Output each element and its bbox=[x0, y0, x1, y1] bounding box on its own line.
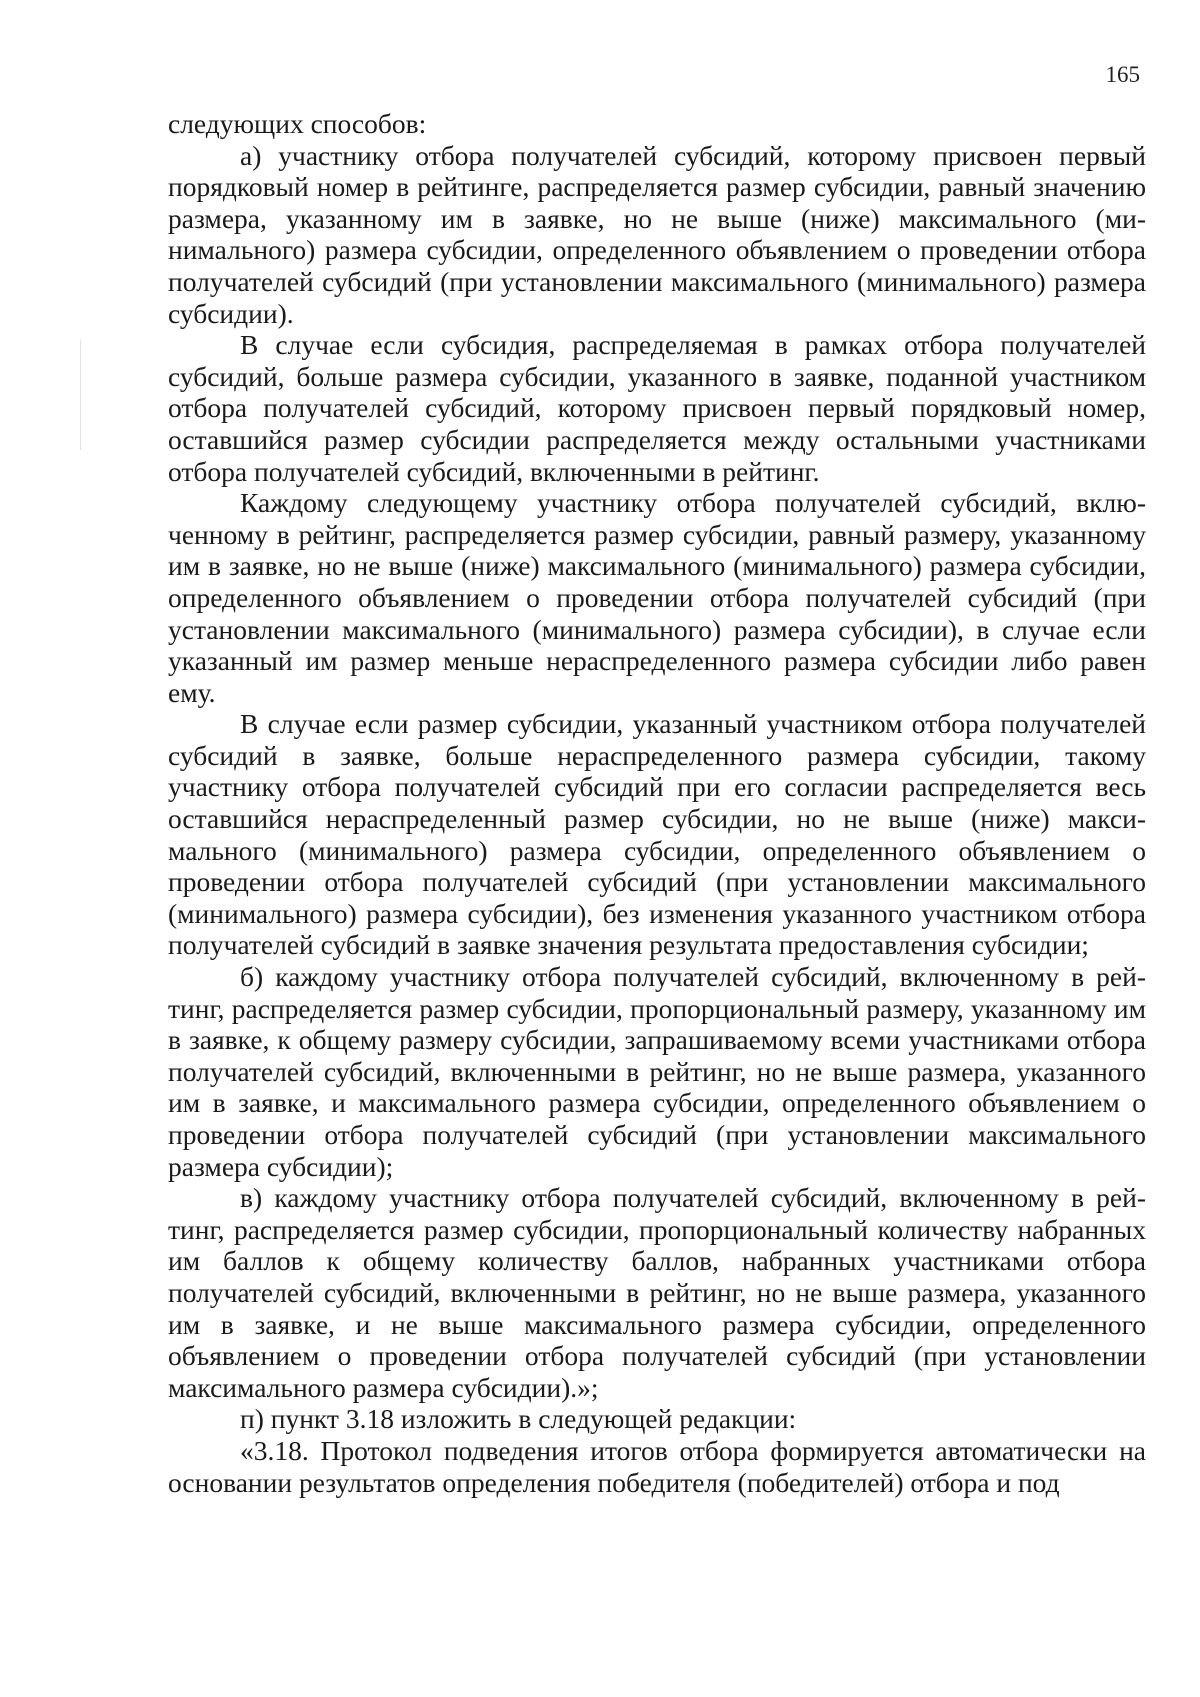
paragraph-exceeds-undistributed: В случае если размер субсидии, указанный участником отбора получателей субсидий в заявке, больше нераспределенного размера субсидии, такому участнику отбора получателей субсидий при его согласии распределяется весь оставшийся нераспределенный размер субсидии, но не выше (ниже) максимального (минимального) размера субсидии, определенного объявлением о проведении отбора получателей субсидий (при установлении максимального (минимального) размера субсидии), без изменения указанного участником отбора получателей субсидий в заявке значения результата предоставления субсидии; bbox=[168, 708, 1146, 961]
scan-margin-mark bbox=[80, 340, 81, 450]
paragraph-intro: следующих способов: bbox=[168, 108, 427, 139]
paragraph-item-c: в) каждому участнику отбора получателей субсидий, включенному в рейтинг, распределяется размер субсидии, пропорциональный количеству набранных им баллов к общему количеству баллов, набранных участниками отбора получателей субсидий, включенными в рейтинг, но не выше размера, указанного им в заявке, и не выше максимального размера субсидии, определенного объявлением о проведении отбора получателей субсидий (при установлении максимального размера субсидии).»; bbox=[168, 1182, 1146, 1403]
page-number: 165 bbox=[1105, 62, 1140, 87]
paragraph-item-p: п) пункт 3.18 изложить в следующей редакции: bbox=[240, 1403, 797, 1435]
paragraph-remaining-subsidy: В случае если субсидия, распределяемая в рамках отбора получателей субсидий, больше размера субсидии, указанного в заявке, поданной участником отбора получателей субсидий, которому присвоен первый порядковый номер, оставшийся размер субсидии распределяется между остальными участниками отбора получателей субсидий, включенными в рейтинг. bbox=[168, 329, 1146, 487]
paragraph-item-b: б) каждому участнику отбора получателей субсидий, включенному в рейтинг, распределяется размер субсидии, пропорциональный размеру, указанному им в заявке, к общему размеру субсидии, запрашиваемому всеми участниками отбора получателей субсидий, включенными в рейтинг, но не выше размера, указанного им в заявке, и максимального размера субсидии, определенного объявлением о проведении отбора получателей субсидий (при установлении максимального размера субсидии); bbox=[168, 961, 1146, 1182]
paragraph-3-18: «3.18. Протокол подведения итогов отбора формируется автоматически на основании результатов определения победителя (победителей) отбора и под bbox=[168, 1434, 1146, 1498]
paragraph-each-next-participant: Каждому следующему участнику отбора получателей субсидий, включенному в рейтинг, распределяется размер субсидии, равный размеру, указанному им в заявке, но не выше (ниже) максимального (минимального) размера субсидии, определенного объявлением о проведении отбора получателей субсидий (при установлении максимального (минимального) размера субсидии), в случае если указанный им размер меньше нераспределенного размера субсидии либо равен ему. bbox=[168, 487, 1146, 708]
paragraph-item-a: а) участнику отбора получателей субсидий, которому присвоен первый порядковый номер в рейтинге, распределяется размер субсидии, равный значению размера, указанному им в заявке, но не выше (ниже) максимального (минимального) размера субсидии, определенного объявлением о проведении отбора получателей субсидий (при установлении максимального (минимального) размера субсидии). bbox=[168, 139, 1146, 329]
document-body bbox=[168, 108, 1146, 1498]
